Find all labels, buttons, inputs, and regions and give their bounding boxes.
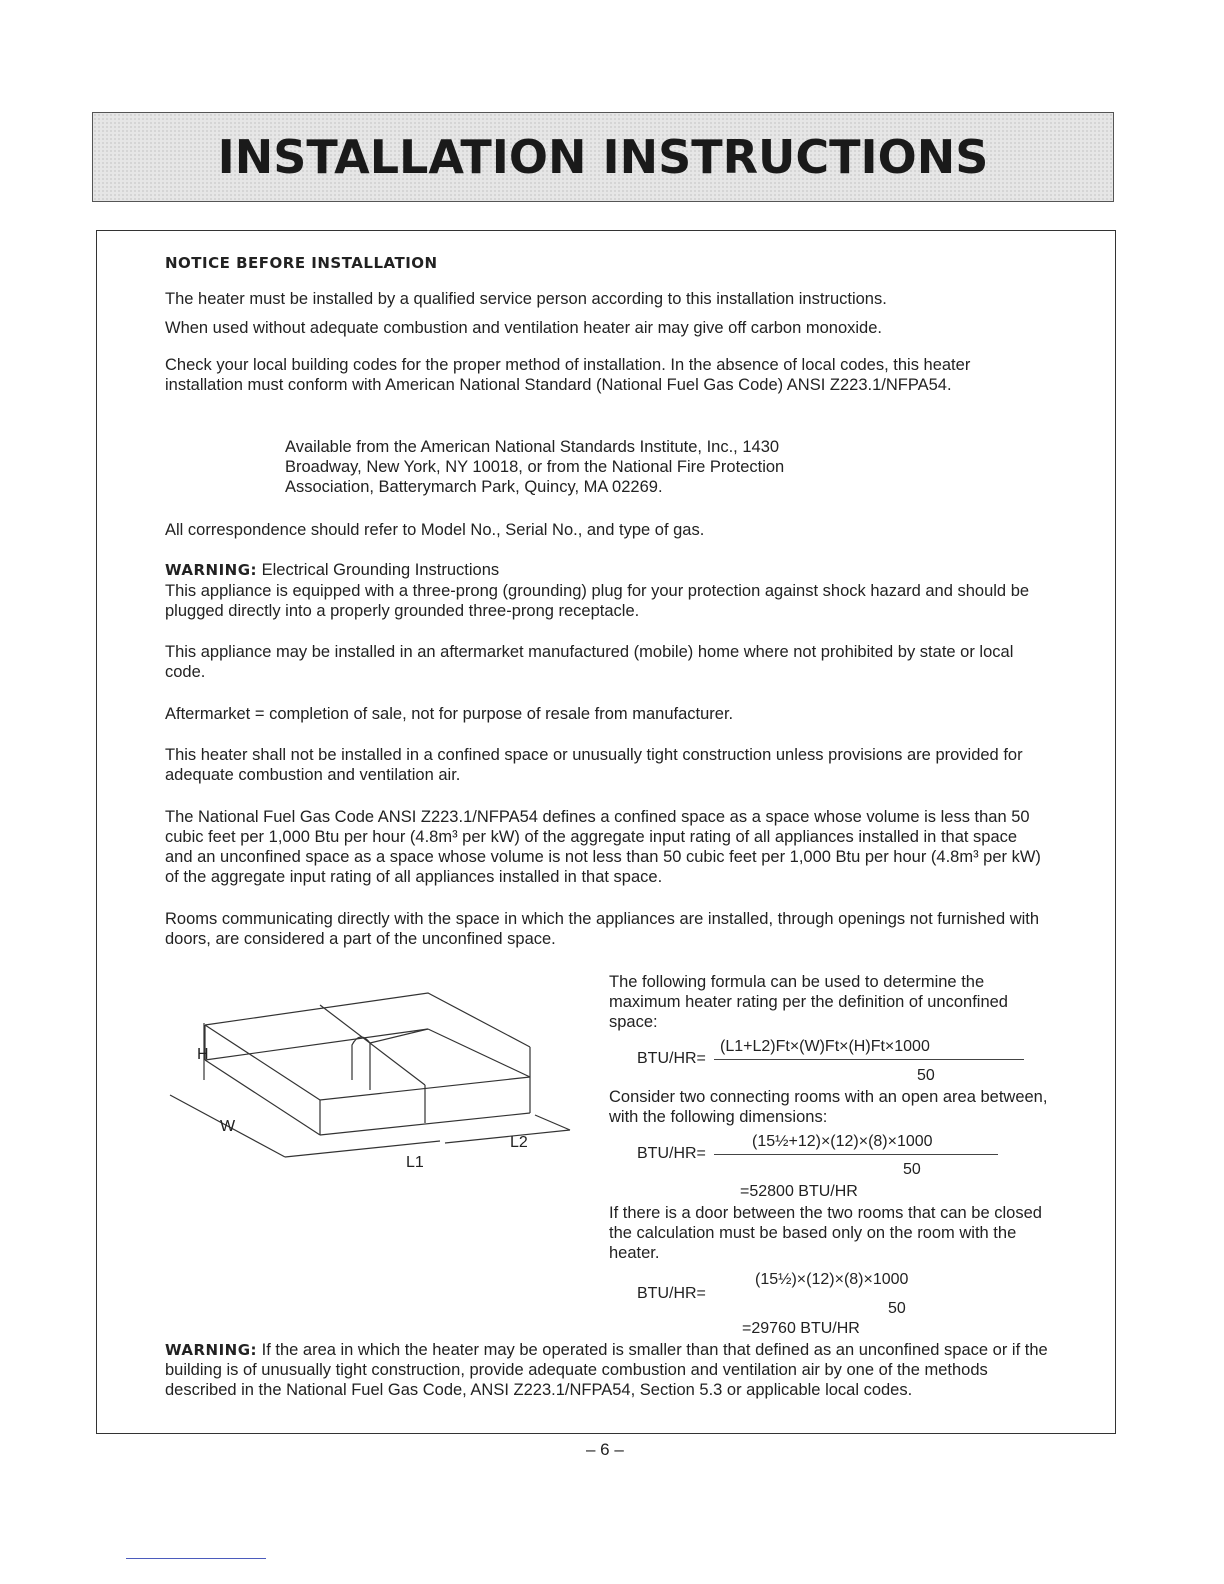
- label-l1: L1: [406, 1154, 424, 1171]
- paragraph-building-codes: Check your local building codes for the proper method of installation. In the absence of local codes, this heater installation must conform with American National Standard (National Fuel Gas Code) ANSI Z223.1/NFPA54.: [165, 356, 971, 394]
- room-dimension-diagram: [160, 985, 590, 1185]
- paragraph-qualified-installer: The heater must be installed by a qualified service person according to this installation instructions.: [165, 290, 887, 308]
- formula-example-numerator: (15½+12)×(12)×(8)×1000: [752, 1133, 933, 1150]
- label-l2: L2: [510, 1134, 528, 1151]
- label-w: W: [220, 1118, 236, 1135]
- formula-general-fraction-bar: [714, 1059, 1024, 1060]
- formula-general-numerator: (L1+L2)Ft×(W)Ft×(H)Ft×1000: [720, 1038, 930, 1055]
- formula-example-lhs: BTU/HR=: [637, 1145, 706, 1162]
- formula-single-room-lhs: BTU/HR=: [637, 1285, 706, 1302]
- formula-general-lhs: BTU/HR=: [637, 1050, 706, 1067]
- paragraph-gas-code-definition: The National Fuel Gas Code ANSI Z223.1/NFPA54 defines a confined space as a space whose volume is less than 50 cubic feet per 1,000 Btu per hour (4.8m³ per kW) of the aggregate input rating of all appliances installed in that space and an unconfined space as a space whose volume is not less than 50 cubic feet per 1,000 Btu per hour (4.8m³ per kW) of the aggregate input rating of all appliances installed in that space.: [165, 808, 1041, 886]
- label-h: H: [197, 1046, 209, 1063]
- paragraph-confined-space: This heater shall not be installed in a confined space or unusually tight construction unless provisions are provided for adequate combustion and ventilation air.: [165, 746, 1023, 784]
- warning-label-2: WARNING:: [165, 1341, 258, 1359]
- warning-grounding-body: This appliance is equipped with a three-prong (grounding) plug for your protection against shock hazard and should be plugged directly into a properly grounded three-prong receptacle.: [165, 582, 1030, 620]
- warning-title: Electrical Grounding Instructions: [261, 561, 500, 579]
- formula-intro: The following formula can be used to determine the maximum heater rating per the definition of unconfined space:: [609, 973, 1008, 1031]
- formula-example-intro: Consider two connecting rooms with an open area between, with the following dimensions:: [609, 1088, 1048, 1126]
- door-note: If there is a door between the two rooms that can be closed the calculation must be based only on the room with the heater.: [609, 1204, 1042, 1262]
- page-number: – 6 –: [586, 1440, 624, 1459]
- notice-heading: NOTICE BEFORE INSTALLATION: [165, 254, 438, 272]
- formula-single-room-result: =29760 BTU/HR: [742, 1320, 860, 1337]
- address-block: Available from the American National Standards Institute, Inc., 1430 Broadway, New York, NY 10018, or from the National Fire Protection Association, Batterymarch Park, Quincy, MA 02269.: [285, 438, 785, 496]
- paragraph-carbon-monoxide: When used without adequate combustion and ventilation heater air may give off carbon monoxide.: [165, 319, 882, 337]
- warning-unconfined-space: [165, 1340, 1050, 1400]
- title-banner: [92, 112, 1114, 202]
- paragraph-mobile-home: This appliance may be installed in an aftermarket manufactured (mobile) home where not prohibited by state or local code.: [165, 643, 1014, 681]
- warning-label: WARNING:: [165, 561, 258, 579]
- paragraph-communicating-rooms: Rooms communicating directly with the space in which the appliances are installed, through openings not furnished with doors, are considered a part of the unconfined space.: [165, 910, 1040, 948]
- formula-example-denominator: 50: [903, 1161, 921, 1178]
- paragraph-correspondence: All correspondence should refer to Model No., Serial No., and type of gas.: [165, 521, 705, 539]
- page-title: INSTALLATION INSTRUCTIONS: [217, 130, 989, 184]
- formula-single-room-numerator: (15½)×(12)×(8)×1000: [755, 1271, 909, 1288]
- formula-example-result: =52800 BTU/HR: [740, 1183, 858, 1200]
- formula-single-room-denominator: 50: [888, 1300, 906, 1317]
- warning-grounding-header: [165, 560, 1045, 580]
- footer-rule: [126, 1558, 266, 1559]
- paragraph-aftermarket: Aftermarket = completion of sale, not for purpose of resale from manufacturer.: [165, 705, 734, 723]
- formula-general-denominator: 50: [917, 1067, 935, 1084]
- formula-example-fraction-bar: [714, 1154, 998, 1155]
- warning-unconfined-body: If the area in which the heater may be operated is smaller than that defined as an unconfined space or if the building is of unusually tight construction, provide adequate combustion and ventilation air by one of the methods described in the National Fuel Gas Code, ANSI Z223.1/NFPA54, Section 5.3 or applicable local codes.: [165, 1341, 1048, 1399]
